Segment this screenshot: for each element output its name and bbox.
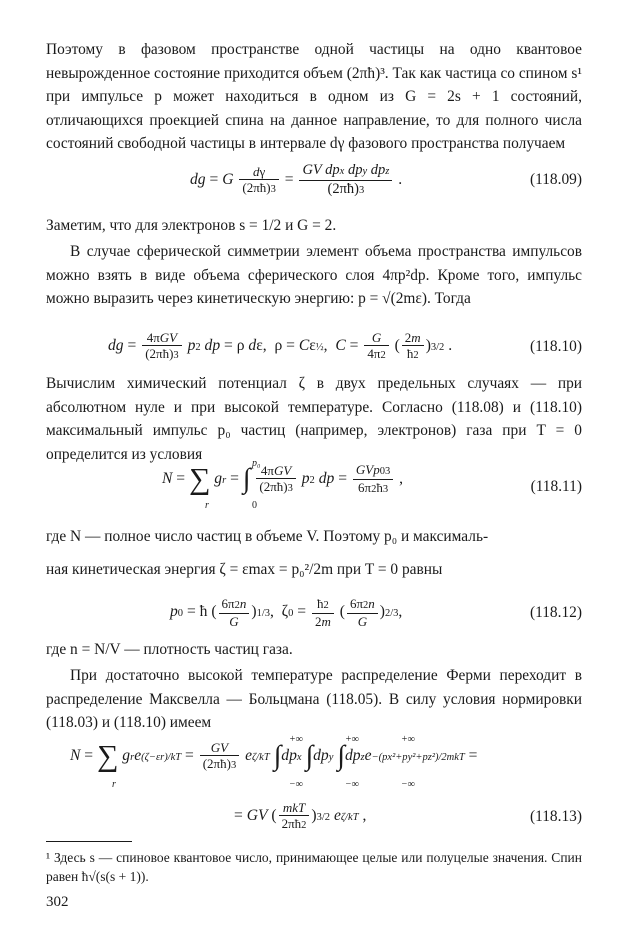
integral-x-upper: +∞ — [289, 734, 303, 745]
sum-index-2: r — [112, 779, 116, 790]
integral-upper-limit: p₀ — [252, 458, 261, 469]
paragraph-3: В случае сферической симметрии элемент объема пространства импульсов можно взять в виде объема сферического слоя 4πp²dp. Кроме того, импульс можно выразить через кинетическую энергию: p = √(2mε). Тогда — [46, 243, 582, 307]
page-number: 302 — [46, 894, 69, 910]
sum-index: r — [205, 500, 209, 511]
paragraph-7: При достаточно высокой температуре распределение Ферми переходит в распределение Максвелла — Больцмана (118.05). В силу условия нормировки (118.03) и (118.10) имеем — [46, 667, 582, 731]
paragraph-5b: ная кинетическая энергия ζ = εmax = p₀²/2m при T = 0 равны — [46, 561, 443, 578]
equation-number-118-10: (118.10) — [529, 338, 582, 355]
equation-118-13-line-2: = GV ( $\frac{\text{mkT}}{2\pi ħ2}$ )3/2 eζ/kT , — [234, 800, 367, 831]
paragraph-6: где n = N/V — плотность частиц газа. — [46, 641, 293, 658]
paragraph-2: Заметим, что для электронов s = 1/2 и G = 2. — [46, 217, 337, 234]
integral-lower-limit: 0 — [252, 500, 257, 511]
footnote: ¹ Здесь s — спиновое квантовое число, принимающее целые или полуцелые значения. Спин равен ħ√(s(s + 1)). — [46, 850, 582, 884]
equation-118-11: N = ∑ gr = ∫ $\frac{\text{4πGV}}{(2\pi ħ)3}$ p2 dp = $\frac{\text{GVp03}}{6\pi 2ħ3}$ , — [162, 462, 404, 496]
integral-z-upper: +∞ — [401, 734, 415, 745]
integral-y-lower: −∞ — [345, 779, 359, 790]
paragraph-1: Поэтому в фазовом пространстве одной частицы на одно квантовое невырожденное состояние приходится объем (2πħ)³. Так как частица со спином s¹ при импульсе p может находиться в одном из G = 2s + 1 состояний, отличающихся проекцией спина на данное направление, то для полного числа состояний свободной частицы в интервале dγ фазового пространства получаем — [46, 41, 582, 152]
equation-number-118-11: (118.11) — [530, 478, 582, 495]
equation-118-10: dg = $\frac{\text{4πGV}}{(2\pi ħ)3}$ p2 dp = ρ dε, ρ = Cε½, C = $\frac{G}{4\pi 2}$ ( $\frac{2m}{ħ2}$ )3/2 . — [108, 330, 453, 361]
equation-number-118-12: (118.12) — [529, 604, 582, 621]
equation-number-118-13: (118.13) — [529, 808, 582, 825]
footnote-divider — [46, 841, 132, 842]
equation-118-09: dg = G $\frac{d\gamma}{(2\pi ħ)3}$ = $\frac{\text{GV dpx dpy dpz}}{(2\pi ħ)3}$ . — [190, 162, 403, 197]
paragraph-4: Вычислим химический потенциал ζ в двух предельных случаях — при абсолютном нуле и при высокой температуре. Согласно (118.08) и (118.10) максимальный импульс p₀ частиц (например, электронов) газа при T = 0 определится из условия — [46, 375, 582, 463]
equation-118-13-line-1: N = ∑ gre(ζ−εr)/kT = $\frac{GV}{(2\pi ħ)3}$ eζ/kT ∫dpx ∫dpy ∫dpze−(px²+py²+pz²)/2mkT = — [70, 739, 478, 773]
integral-y-upper: +∞ — [345, 734, 359, 745]
equation-number-118-09: (118.09) — [529, 171, 582, 188]
integral-z-lower: −∞ — [401, 779, 415, 790]
equation-118-12: p0 = ħ ( $\frac{6\pi 2n}{G}$ )1/3, ζ0 = $\frac{ħ2}{2m}$ ( $\frac{6\pi 2n}{G}$ )2/3, — [170, 596, 403, 629]
integral-x-lower: −∞ — [289, 779, 303, 790]
paragraph-5a: где N — полное число частиц в объеме V. Поэтому p₀ и максималь- — [46, 528, 489, 545]
